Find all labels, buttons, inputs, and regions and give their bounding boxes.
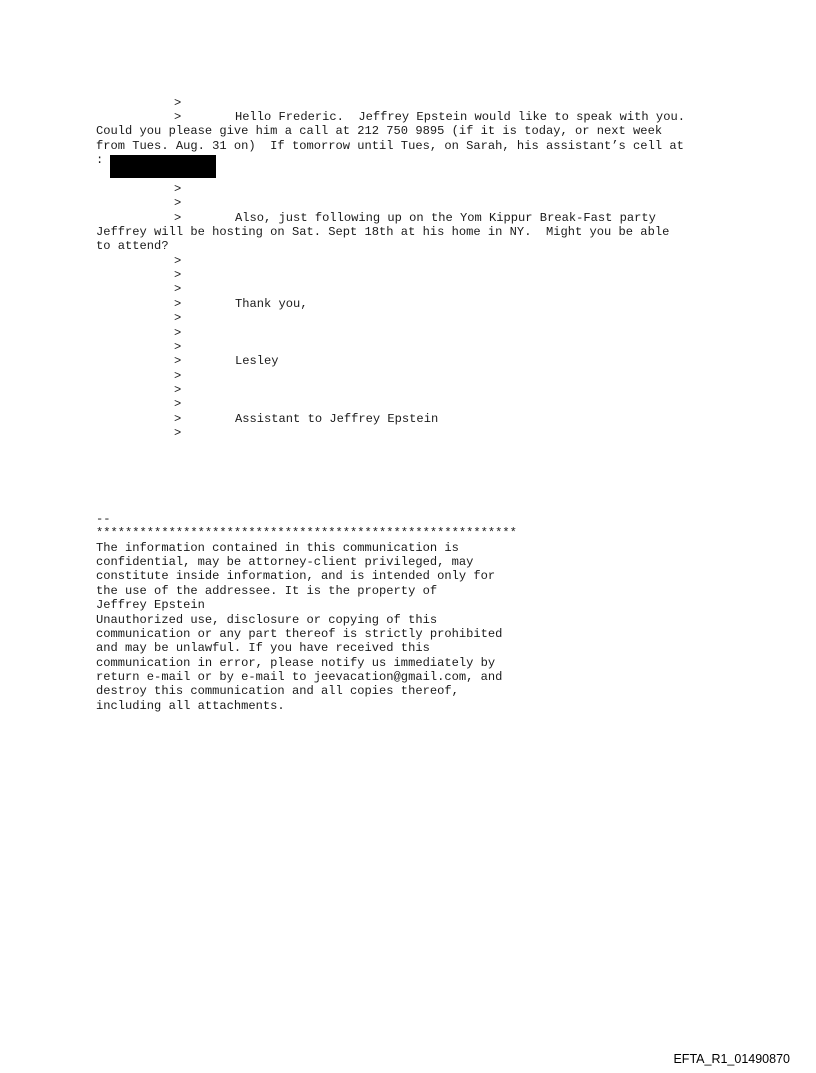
disclaimer-line: including all attachments. [96,699,285,713]
disclaimer-line: The information contained in this communication is [96,541,459,555]
signer-name: Lesley [235,354,279,368]
signature-separator: -- [96,512,111,526]
disclaimer-line: the use of the addressee. It is the property of [96,584,438,598]
disclaimer-line: communication or any part thereof is strictly prohibited [96,627,503,641]
disclaimer-line: destroy this communication and all copies thereof, [96,684,459,698]
quote-marker: > [174,426,182,440]
quote-marker: > [174,196,182,210]
quote-marker: > [174,211,182,225]
quote-marker: > [174,397,182,411]
quote-marker: > [174,311,182,325]
followup-line: Also, just following up on the Yom Kippur Break-Fast party [235,211,656,225]
redaction-block [110,155,216,178]
quote-marker: > [174,297,182,311]
body-line: Could you please give him a call at 212 750 9895 (if it is today, or next week [96,124,663,138]
quote-marker: > [174,354,182,368]
disclaimer-line: constitute inside information, and is intended only for [96,569,496,583]
greeting-line: Hello Frederic. Jeffrey Epstein would like to speak with you. [235,110,685,124]
followup-line: Jeffrey will be hosting on Sat. Sept 18th at his home in NY. Might you be able [96,225,670,239]
disclaimer-line: and may be unlawful. If you have received this [96,641,430,655]
followup-line: to attend? [96,239,169,253]
thanks-line: Thank you, [235,297,308,311]
quote-marker: > [174,268,182,282]
quote-marker: > [174,182,182,196]
disclaimer-line: confidential, may be attorney-client privileged, may [96,555,474,569]
disclaimer-line: communication in error, please notify us immediately by [96,656,496,670]
quote-marker: > [174,254,182,268]
body-line: : [96,153,104,167]
quote-marker: > [174,96,182,110]
disclaimer-stars: ********************************************************** [96,526,517,540]
disclaimer-line: Unauthorized use, disclosure or copying of this [96,613,438,627]
quote-marker: > [174,340,182,354]
quote-marker: > [174,369,182,383]
signer-title: Assistant to Jeffrey Epstein [235,412,439,426]
quote-marker: > [174,412,182,426]
body-line: from Tues. Aug. 31 on) If tomorrow until Tues, on Sarah, his assistant’s cell at [96,139,684,153]
disclaimer-line: Jeffrey Epstein [96,598,205,612]
quote-marker: > [174,326,182,340]
quote-marker: > [174,110,182,124]
quote-marker: > [174,282,182,296]
quote-marker: > [174,383,182,397]
document-id: EFTA_R1_01490870 [673,1052,790,1066]
disclaimer-line: return e-mail or by e-mail to jeevacation@gmail.com, and [96,670,503,684]
